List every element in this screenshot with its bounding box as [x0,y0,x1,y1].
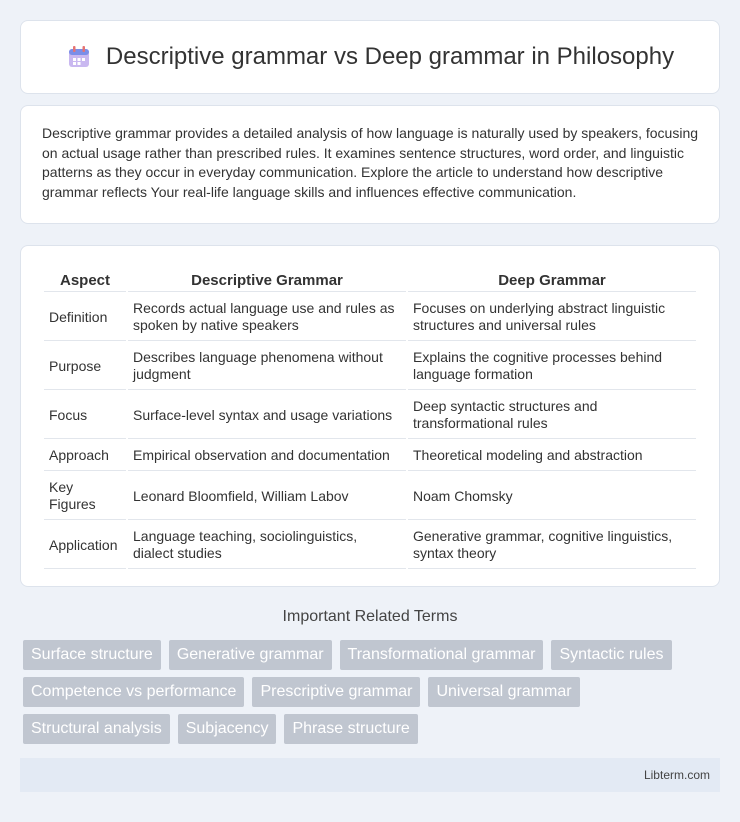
title-wrap [66,43,674,71]
tag-structural-analysis[interactable]: Structural analysis [23,714,170,744]
row-aspect: Application [44,522,126,569]
row-descriptive: Surface-level syntax and usage variations [128,392,406,439]
header-descriptive: Descriptive Grammar [128,268,406,292]
row-deep: Theoretical modeling and abstraction [408,441,696,471]
row-aspect: Key Figures [44,473,126,520]
tag-competence-vs-performance[interactable]: Competence vs performance [23,677,244,707]
row-aspect: Definition [44,294,126,341]
table-row [44,522,696,569]
table-row [44,343,696,390]
comparison-table-card [20,245,720,587]
row-deep: Explains the cognitive processes behind language formation [408,343,696,390]
row-descriptive: Empirical observation and documentation [128,441,406,471]
row-deep: Noam Chomsky [408,473,696,520]
related-terms-title: Important Related Terms [282,608,458,625]
row-descriptive: Language teaching, sociolinguistics, dialect studies [128,522,406,569]
related-terms-tags [23,640,713,744]
row-deep: Focuses on underlying abstract linguistic structures and universal rules [408,294,696,341]
row-descriptive: Describes language phenomena without judgment [128,343,406,390]
table-row [44,441,696,471]
header-card [20,20,720,94]
header-deep: Deep Grammar [408,268,696,292]
calendar-icon [66,44,92,70]
row-deep: Deep syntactic structures and transformational rules [408,392,696,439]
tag-generative-grammar[interactable]: Generative grammar [169,640,332,670]
row-descriptive: Leonard Bloomfield, William Labov [128,473,406,520]
row-aspect: Purpose [44,343,126,390]
table-row [44,294,696,341]
tag-transformational-grammar[interactable]: Transformational grammar [340,640,544,670]
tag-phrase-structure[interactable]: Phrase structure [284,714,417,744]
header-aspect: Aspect [44,268,126,292]
row-descriptive: Records actual language use and rules as spoken by native speakers [128,294,406,341]
tag-subjacency[interactable]: Subjacency [178,714,277,744]
intro-text: Descriptive grammar provides a detailed analysis of how language is naturally used by speakers, focusing on actual usage rather than prescribed rules. It examines sentence structures, word order, and linguistic patterns as they occur in everyday communication. Explore the article to understand how descriptive grammar reflects Your real-life language skills and influences effective communication. [42,125,699,200]
tag-surface-structure[interactable]: Surface structure [23,640,161,670]
row-aspect: Approach [44,441,126,471]
footer-brand-link[interactable]: Libterm.com [643,768,710,782]
tag-prescriptive-grammar[interactable]: Prescriptive grammar [252,677,420,707]
tag-syntactic-rules[interactable]: Syntactic rules [551,640,671,670]
row-aspect: Focus [44,392,126,439]
table-row [44,473,696,520]
footer [20,758,720,792]
table-header-row [44,268,696,292]
tag-universal-grammar[interactable]: Universal grammar [428,677,579,707]
table-row [44,392,696,439]
page-title: Descriptive grammar vs Deep grammar in Philosophy [105,43,675,70]
intro-card [20,105,720,224]
row-deep: Generative grammar, cognitive linguistics, syntax theory [408,522,696,569]
comparison-table [42,266,698,571]
